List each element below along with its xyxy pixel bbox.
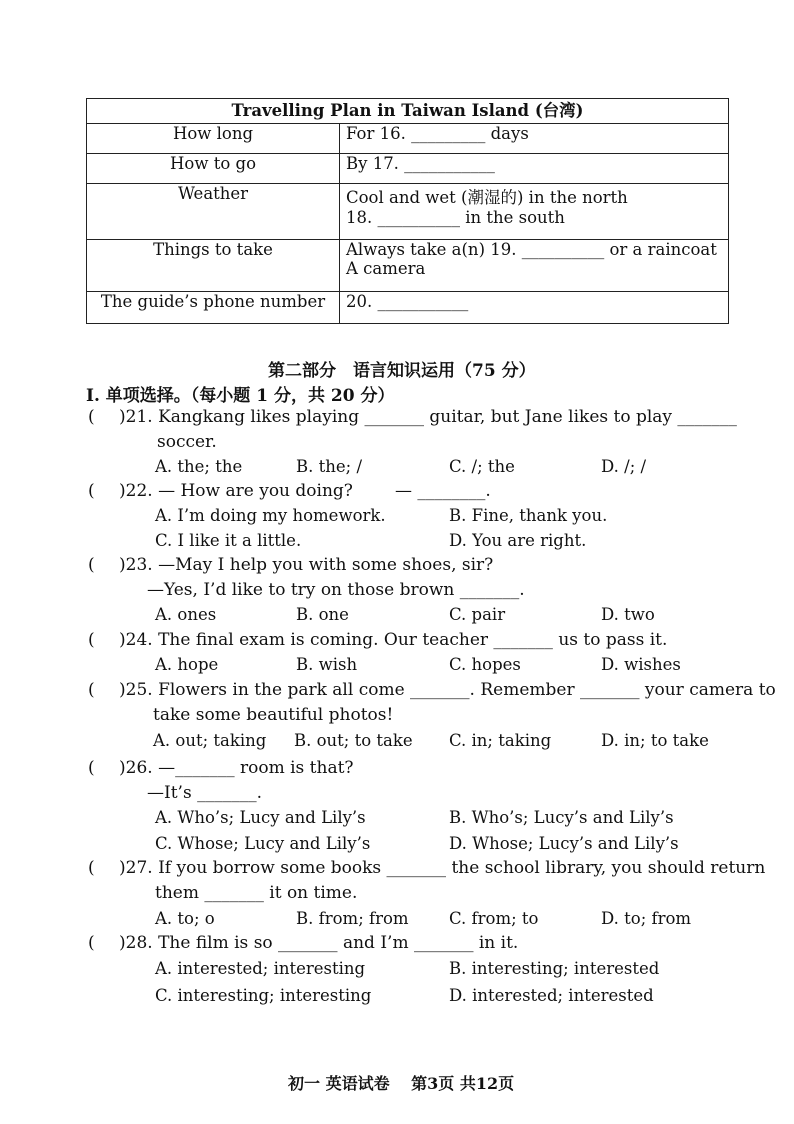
option-d: D. interested; interested xyxy=(449,986,654,1005)
option-d: D. to; from xyxy=(601,909,692,928)
question-stem: )25. Flowers in the park all come _______. Remember _______ your camera to xyxy=(119,680,776,700)
option-a: A. hope xyxy=(155,655,219,674)
row-value: For 16. _________ days xyxy=(340,124,729,154)
question-stem: )27. If you borrow some books _______ the school library, you should return xyxy=(119,858,766,878)
option-a: A. I’m doing my homework. xyxy=(155,506,386,525)
option-c: C. Whose; Lucy and Lily’s xyxy=(155,834,371,853)
answer-paren[interactable]: ( xyxy=(88,407,95,427)
question-stem-cont: soccer. xyxy=(157,432,217,452)
travel-plan-table xyxy=(86,98,729,324)
option-b: B. Fine, thank you. xyxy=(449,506,608,525)
option-b: B. interesting; interested xyxy=(449,959,660,978)
answer-paren[interactable]: ( xyxy=(88,933,95,953)
row-key: How to go xyxy=(87,154,340,184)
page-footer: 初一 英语试卷 第3页 共12页 xyxy=(288,1074,515,1093)
question-stem: )24. The final exam is coming. Our teacher _______ us to pass it. xyxy=(119,630,668,650)
option-b: B. wish xyxy=(296,655,358,674)
question-stem-cont: —Yes, I’d like to try on those brown _______. xyxy=(147,580,525,600)
row-value: Cool and wet (潮湿的) in the north 18. __________ in the south xyxy=(340,184,729,240)
section-one-title: I. 单项选择。（每小题 1 分，共 20 分） xyxy=(86,386,395,406)
question-stem: )21. Kangkang likes playing _______ guitar, but Jane likes to play _______ xyxy=(119,407,737,427)
part-two-title: 第二部分 语言知识运用（75 分） xyxy=(268,361,536,381)
option-c: C. interesting; interesting xyxy=(155,986,372,1005)
option-a: A. to; o xyxy=(155,909,215,928)
option-b: B. out; to take xyxy=(294,731,413,750)
option-d: D. /; / xyxy=(601,457,647,476)
option-b: B. Who’s; Lucy’s and Lily’s xyxy=(449,808,674,827)
question-stem-cont: —It’s _______. xyxy=(147,783,262,803)
row-value: Always take a(n) 19. __________ or a raincoat A camera xyxy=(340,240,729,292)
answer-paren[interactable]: ( xyxy=(88,858,95,878)
option-c: C. from; to xyxy=(449,909,539,928)
option-a: A. out; taking xyxy=(153,731,267,750)
option-d: D. You are right. xyxy=(449,531,587,550)
option-b: B. the; / xyxy=(296,457,362,476)
row-value: 20. ___________ xyxy=(340,292,729,324)
row-key: How long xyxy=(87,124,340,154)
row-key: The guide’s phone number xyxy=(87,292,340,324)
answer-paren[interactable]: ( xyxy=(88,481,95,501)
option-a: A. ones xyxy=(155,605,217,624)
option-a: A. interested; interesting xyxy=(155,959,366,978)
option-c: C. hopes xyxy=(449,655,521,674)
row-value: By 17. ___________ xyxy=(340,154,729,184)
question-stem: )28. The film is so _______ and I’m _______ in it. xyxy=(119,933,519,953)
table-title: Travelling Plan in Taiwan Island (台湾) xyxy=(87,99,729,124)
row-key: Weather xyxy=(87,184,340,240)
option-b: B. one xyxy=(296,605,349,624)
option-c: C. I like it a little. xyxy=(155,531,302,550)
row-key: Things to take xyxy=(87,240,340,292)
question-stem: )22. — How are you doing? xyxy=(119,481,353,501)
answer-paren[interactable]: ( xyxy=(88,758,95,778)
answer-paren[interactable]: ( xyxy=(88,630,95,650)
option-d: D. wishes xyxy=(601,655,681,674)
answer-paren[interactable]: ( xyxy=(88,680,95,700)
question-stem: )23. —May I help you with some shoes, sir? xyxy=(119,555,494,575)
option-a: A. Who’s; Lucy and Lily’s xyxy=(155,808,366,827)
option-d: D. two xyxy=(601,605,655,624)
question-stem: )26. —_______ room is that? xyxy=(119,758,354,778)
option-d: D. Whose; Lucy’s and Lily’s xyxy=(449,834,679,853)
question-reply: — ________. xyxy=(395,481,491,501)
answer-paren[interactable]: ( xyxy=(88,555,95,575)
option-c: C. pair xyxy=(449,605,506,624)
option-b: B. from; from xyxy=(296,909,409,928)
option-c: C. /; the xyxy=(449,457,515,476)
question-stem-cont: take some beautiful photos! xyxy=(153,705,394,725)
option-a: A. the; the xyxy=(155,457,243,476)
option-c: C. in; taking xyxy=(449,731,552,750)
option-d: D. in; to take xyxy=(601,731,709,750)
question-stem-cont: them _______ it on time. xyxy=(155,883,358,903)
